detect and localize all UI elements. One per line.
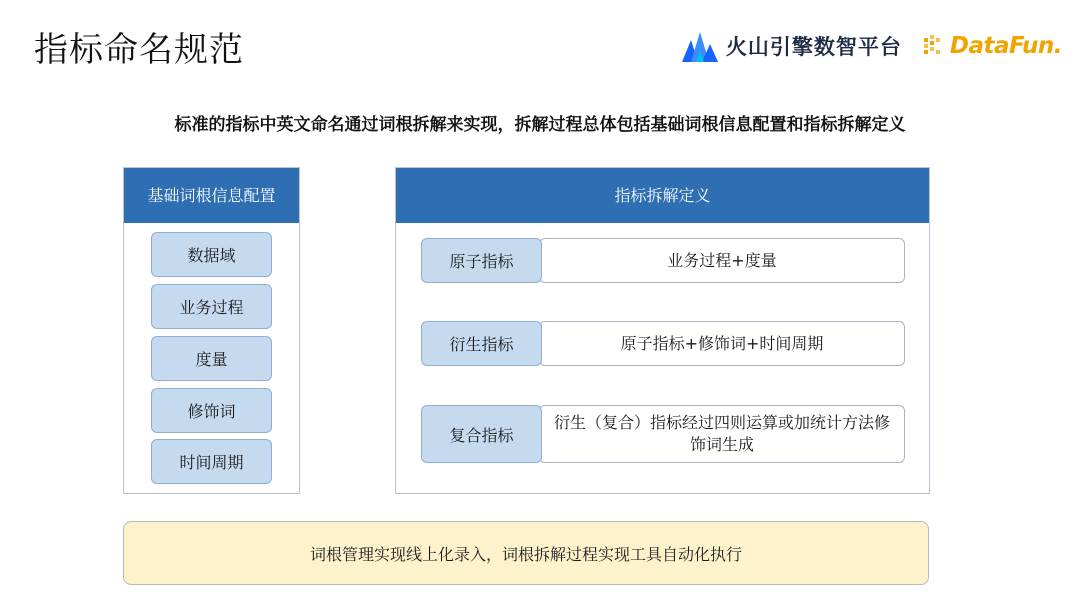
page-title: 指标命名规范	[34, 30, 244, 70]
definition-value: 业务过程+度量	[539, 238, 905, 283]
mountain-logo-icon	[682, 30, 718, 62]
root-item-business-process: 业务过程	[151, 284, 272, 329]
definition-label: 复合指标	[421, 405, 542, 463]
metric-definition-panel	[395, 167, 930, 494]
metric-definition-header: 指标拆解定义	[396, 168, 929, 223]
brand-logos	[682, 26, 1062, 66]
root-config-panel	[123, 167, 300, 494]
definition-label: 原子指标	[421, 238, 542, 283]
root-item-measure: 度量	[151, 336, 272, 381]
root-item-data-domain: 数据域	[151, 232, 272, 277]
definition-value: 原子指标+修饰词+时间周期	[539, 321, 905, 366]
definition-value: 衍生（复合）指标经过四则运算或加统计方法修饰词生成	[539, 405, 905, 463]
datafun-brand-name: DataFun.	[949, 33, 1062, 59]
summary-banner: 词根管理实现线上化录入，词根拆解过程实现工具自动化执行	[123, 521, 929, 585]
volc-brand-name: 火山引擎数智平台	[725, 35, 902, 59]
page-subtitle: 标准的指标中英文命名通过词根拆解来实现，拆解过程总体包括基础词根信息配置和指标拆解定义	[174, 115, 906, 135]
datafun-logo	[922, 33, 1062, 59]
root-item-modifier: 修饰词	[151, 388, 272, 433]
root-item-time-period: 时间周期	[151, 439, 272, 484]
definition-label: 衍生指标	[421, 321, 542, 366]
root-config-header: 基础词根信息配置	[124, 168, 299, 223]
datafun-logo-icon	[922, 33, 948, 59]
